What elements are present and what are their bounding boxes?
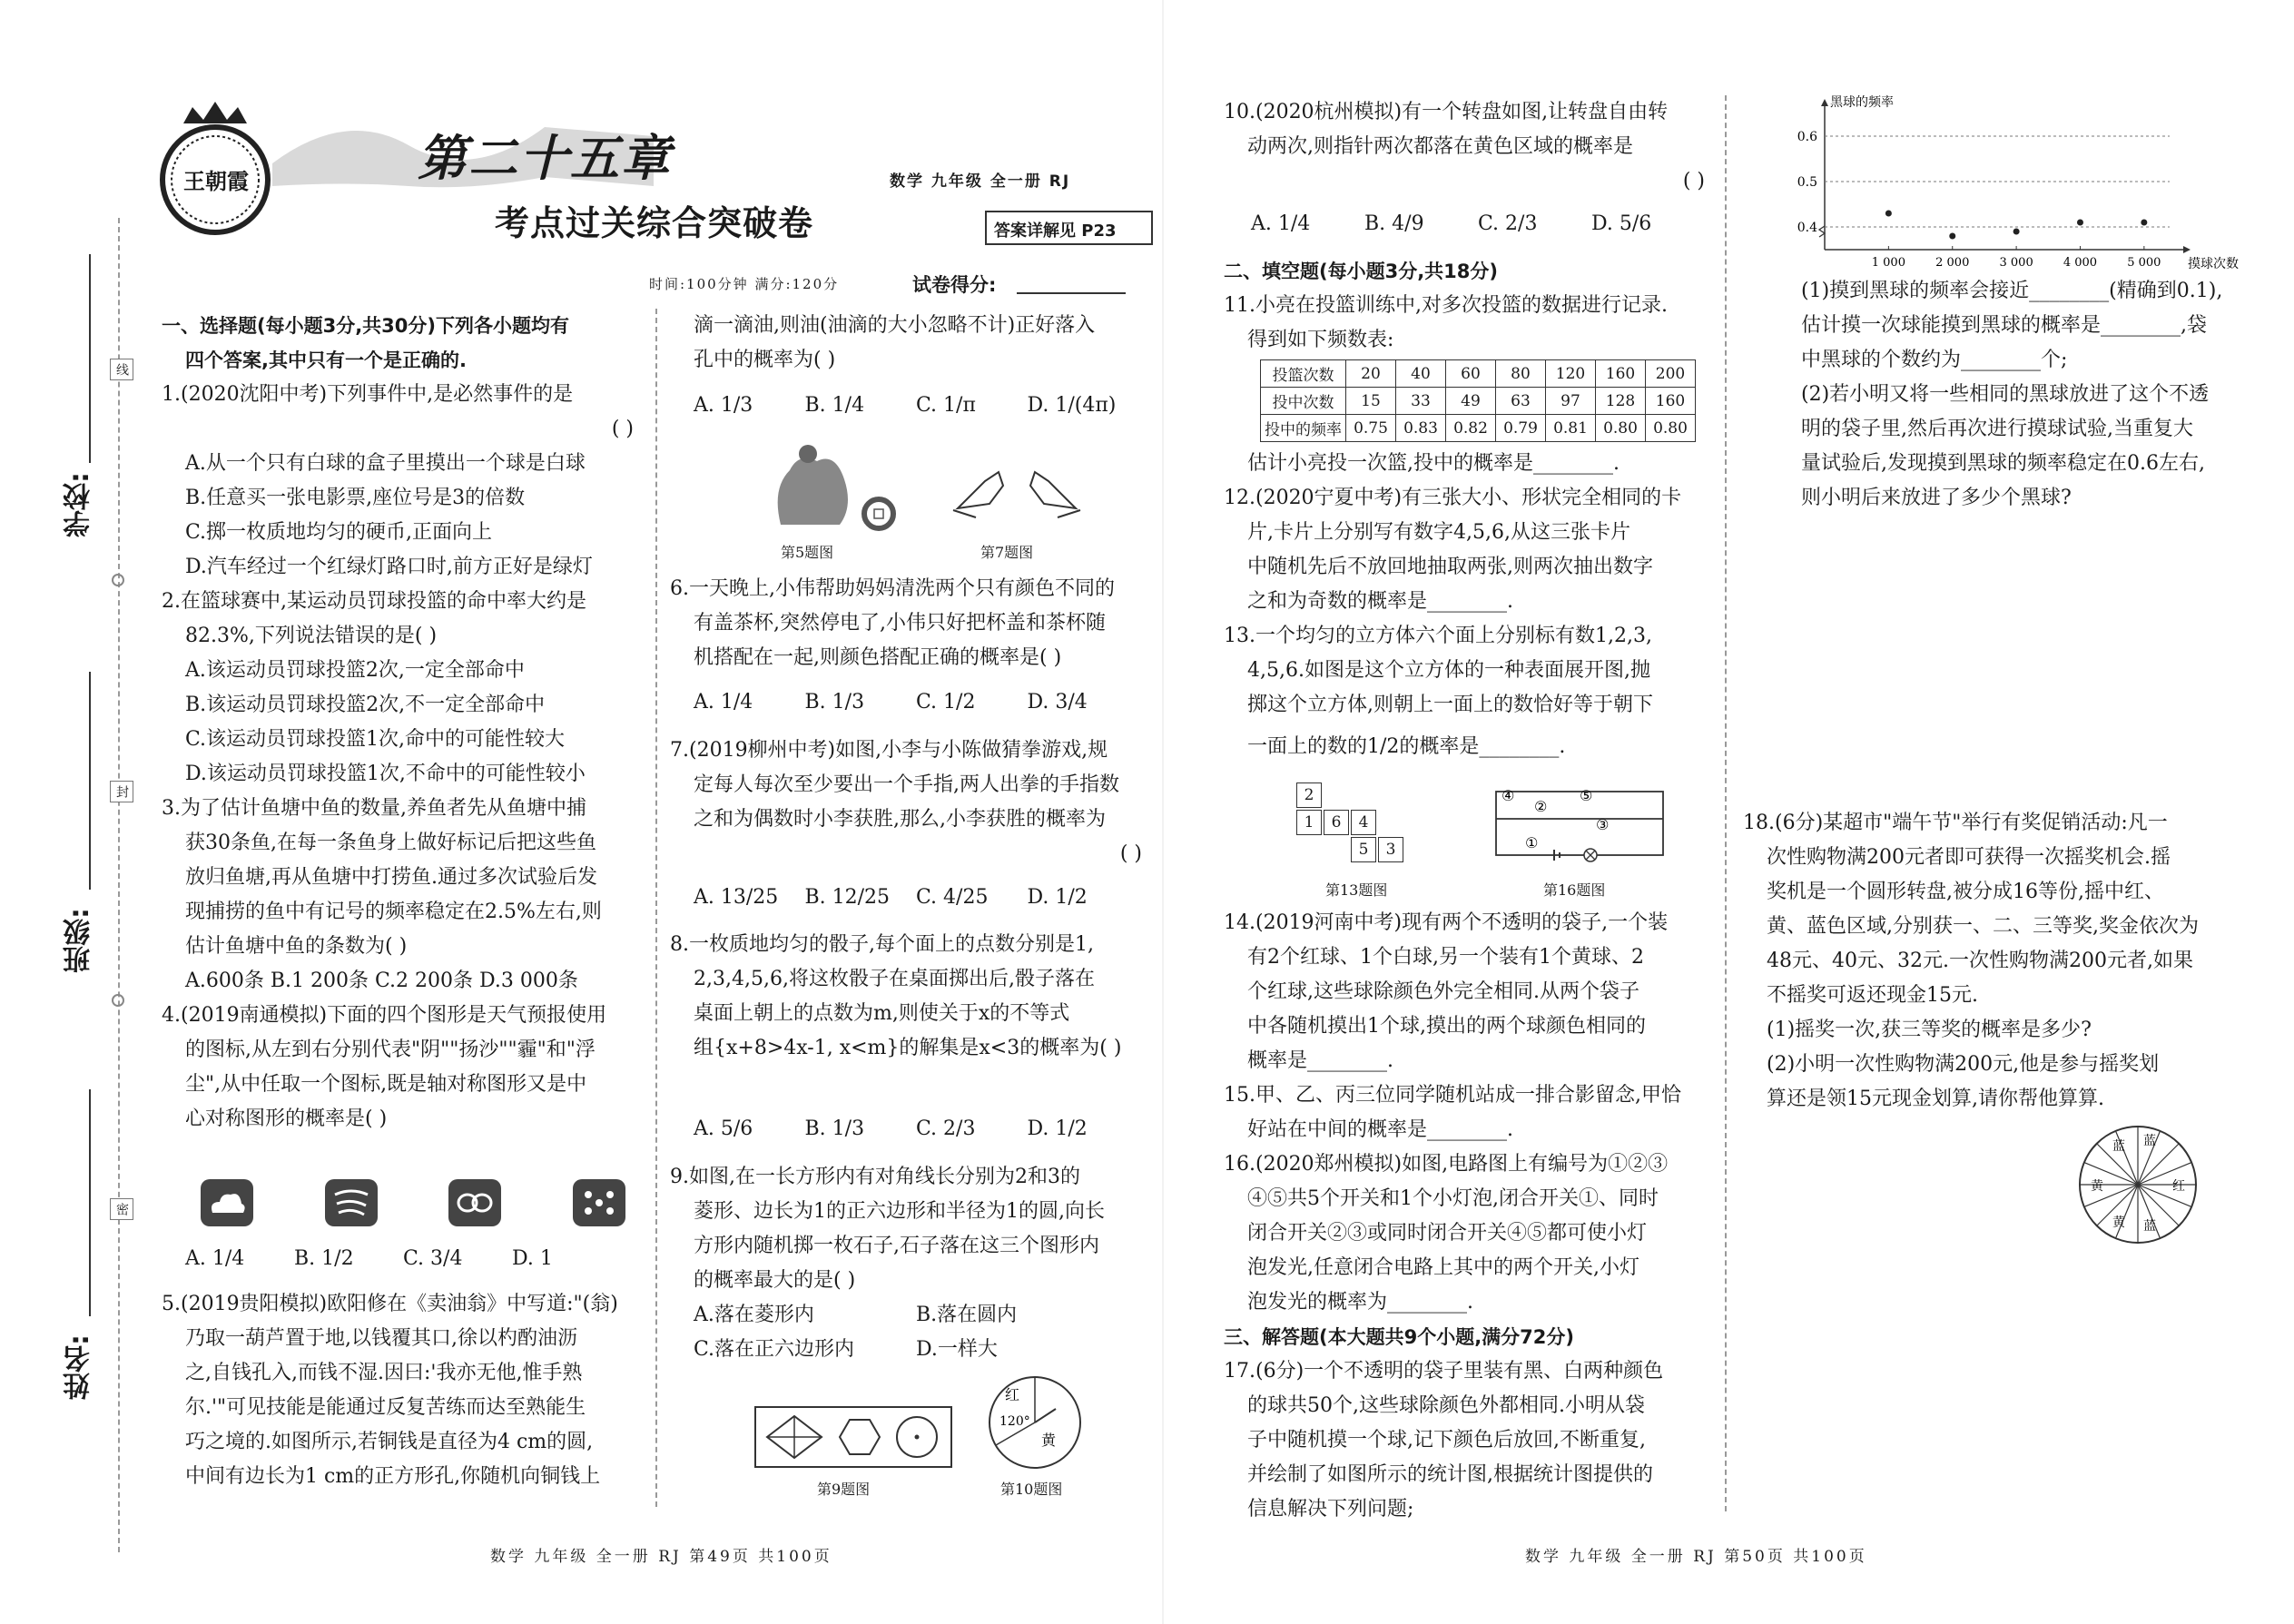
- option: A.从一个只有白球的盒子里摸出一个球是白球: [185, 452, 586, 475]
- page-center-gutter: [1162, 0, 1164, 1624]
- option: C. 3/4: [403, 1247, 463, 1270]
- option-row: A.600条 B.1 200条 C.2 200条 D.3 000条: [185, 969, 578, 992]
- option: B. 12/25: [804, 886, 891, 909]
- question-text: (2)若小明又将一些相同的黑球放进了这个不透: [1801, 383, 2210, 406]
- question-text: 巧之境的.如图所示,若铜钱是直径为4 cm的圆,: [185, 1431, 594, 1453]
- spinner-angle-label: 120°: [999, 1414, 1030, 1429]
- question-text: 泡发光的概率为________.: [1247, 1291, 1473, 1314]
- table-cell: 49: [1446, 388, 1496, 415]
- option: D. 1/2: [1027, 886, 1088, 909]
- name-blank[interactable]: [89, 1089, 91, 1316]
- cloudy-icon: [200, 1178, 254, 1227]
- frequency-table: [1260, 359, 1696, 442]
- question-text: 算还是领15元现金划算,请你帮他算算.: [1767, 1088, 2104, 1110]
- sand-icon: [324, 1178, 379, 1227]
- column-3-d: [1224, 906, 1714, 1527]
- question-text: 奖机是一个圆形转盘,被分成16等份,摇中红、: [1767, 881, 2164, 903]
- seal-tag-secret: 密: [110, 1198, 133, 1220]
- question-text: 定每人每次至少要出一个手指,两人出拳的手指数: [694, 773, 1119, 796]
- option: B. 1/4: [804, 394, 865, 417]
- footer-left: 数学 九年级 全一册 RJ 第49页 共100页: [490, 1548, 832, 1566]
- question-text: 48元、40元、32元.一次性购物满200元者,如果: [1767, 950, 2193, 972]
- option: D. 1/(4π): [1027, 394, 1117, 417]
- y-axis-arrow-icon: [1821, 99, 1828, 106]
- option: B. 1/3: [804, 691, 865, 714]
- data-point: [2141, 220, 2147, 226]
- option: A. 1/4: [694, 691, 753, 714]
- seal-tag-fold: 封: [110, 781, 133, 802]
- x-tick-label: 1 000: [1871, 256, 1905, 270]
- option: D.汽车经过一个红绿灯路口时,前方正好是绿灯: [185, 556, 593, 578]
- question-text: 的球共50个,这些球除颜色外都相同.小明从袋: [1247, 1394, 1645, 1417]
- switch-label: ③: [1596, 816, 1610, 833]
- exam-title: 考点过关综合突破卷: [495, 203, 814, 243]
- question-text: 得到如下频数表:: [1247, 329, 1394, 351]
- section-title-choice: 一、选择题(每小题3分,共30分)下列各小题均有: [162, 315, 570, 337]
- table-cell: 63: [1496, 388, 1546, 415]
- switch-label: ②: [1534, 798, 1548, 815]
- question-text: 孔中的概率为( ): [694, 349, 836, 371]
- question-5: 5.(2019贵阳模拟)欧阳修在《卖油翁》中写道:"(翁): [162, 1293, 618, 1315]
- hands-figure-icon: [949, 454, 1085, 527]
- q6-options: [694, 685, 1138, 720]
- question-14: 14.(2019河南中考)现有两个不透明的袋子,一个装: [1224, 911, 1669, 934]
- table-cell: 20: [1346, 360, 1396, 388]
- question-text: 菱形、边长为1的正六边形和半径为1的圆,向长: [694, 1200, 1105, 1223]
- table-cell: 120: [1546, 360, 1596, 388]
- table-row-header: 投中次数: [1261, 388, 1346, 415]
- question-text: 次性购物满200元者即可获得一次摇奖机会.摇: [1767, 846, 2171, 869]
- x-tick-label: 4 000: [2063, 256, 2098, 270]
- question-text: 滴一滴油,则油(油滴的大小忽略不计)正好落入: [694, 314, 1096, 337]
- column-4-b: [1743, 806, 2251, 1117]
- answer-bracket: ( ): [1119, 842, 1142, 865]
- question-text: 片,卡片上分别写有数字4,5,6,从这三张卡片: [1247, 521, 1630, 544]
- brand-name: 王朝霞: [183, 168, 249, 194]
- question-1: 1.(2020沈阳中考)下列事件中,是必然事件的是: [162, 383, 574, 406]
- column-2-a: [670, 309, 1151, 378]
- option: C. 1/2: [916, 691, 976, 714]
- data-point: [1949, 233, 1955, 240]
- q7-options: [694, 881, 1138, 915]
- wheel-label: 蓝: [2143, 1134, 2156, 1148]
- column-2-b: [670, 572, 1151, 675]
- net-cell: 5: [1351, 837, 1376, 862]
- section-title-fill: 二、填空题(每小题3分,共18分): [1224, 261, 1499, 282]
- wheel-label: 黄: [2091, 1179, 2103, 1194]
- data-point: [2013, 229, 2020, 235]
- table-cell: 33: [1396, 388, 1446, 415]
- subject-badge: 数学 九年级 全一册 RJ: [890, 172, 1071, 191]
- option: B.该运动员罚球投篮2次,不一定全部命中: [185, 694, 546, 716]
- table-cell: 0.79: [1496, 415, 1546, 442]
- question-text: 中随机先后不放回地抽取两张,则两次抽出数字: [1247, 556, 1653, 578]
- question-9: 9.如图,在一长方形内有对角线长分别为2和3的: [670, 1166, 1080, 1188]
- y-axis-label: 黑球的频率: [1830, 95, 1894, 110]
- question-11: 11.小亮在投篮训练中,对多次投篮的数据进行记录.: [1224, 294, 1668, 317]
- question-text: 之和为偶数时小李获胜,那么,小李获胜的概率为: [694, 808, 1106, 831]
- q4-options: [185, 1242, 621, 1276]
- x-tick-label: 2 000: [1935, 256, 1970, 270]
- question-text: (1)摸到黑球的频率会接近________(精确到0.1),: [1801, 280, 2223, 302]
- question-text: 乃取一葫芦置于地,以钱覆其口,徐以杓酌油沥: [185, 1327, 577, 1350]
- binding-dashed-line: [118, 218, 120, 1552]
- switch-label: ①: [1525, 834, 1539, 851]
- switch-label: ⑤: [1580, 787, 1593, 804]
- table-cell: 0.82: [1446, 415, 1496, 442]
- school-label: 学校:: [64, 472, 95, 537]
- table-cell: 15: [1346, 388, 1396, 415]
- section-note: 四个答案,其中只有一个是正确的.: [185, 349, 467, 371]
- question-text: ④⑤共5个开关和1个小灯泡,闭合开关①、同时: [1247, 1187, 1659, 1210]
- question-4: 4.(2019南通模拟)下面的四个图形是天气预报使用: [162, 1004, 607, 1027]
- figure-caption: 第5题图: [781, 544, 834, 561]
- option: C.该运动员罚球投篮1次,命中的可能性较大: [185, 728, 566, 751]
- binding-hole-icon: [112, 574, 124, 586]
- x-tick-label: 3 000: [1999, 256, 2033, 270]
- net-cell: 6: [1324, 810, 1349, 835]
- y-tick-label: 0.6: [1797, 130, 1817, 144]
- option: A. 1/4: [1251, 212, 1311, 235]
- spinner-figure-icon: [985, 1373, 1085, 1472]
- x-tick-label: 5 000: [2127, 256, 2161, 270]
- q10-options: [1251, 207, 1705, 241]
- question-text: (2)小明一次性购物满200元,他是参与摇奖划: [1767, 1053, 2160, 1076]
- option: D. 5/6: [1591, 212, 1652, 235]
- option: A.该运动员罚球投篮2次,一定全部命中: [185, 659, 525, 682]
- data-point: [1885, 211, 1892, 217]
- question-text: 尔.'"可见技能是能通过反复苦练而达至熟能生: [185, 1396, 586, 1419]
- question-text: 放归鱼塘,再从鱼塘中打捞鱼.通过多次试验后发: [185, 866, 597, 889]
- table-row: [1261, 360, 1696, 388]
- figure-caption: 第10题图: [1000, 1481, 1063, 1498]
- table-cell: 97: [1546, 388, 1596, 415]
- question-text: 组{x+8>4x-1, x<m}的解集是x<3的概率为( ): [694, 1037, 1122, 1059]
- option: D.该运动员罚球投篮1次,不命中的可能性较小: [185, 763, 586, 785]
- question-text: 中黑球的个数约为________个;: [1801, 349, 2068, 371]
- table-row: [1261, 415, 1696, 442]
- table-cell: 160: [1646, 388, 1696, 415]
- spinner-red-label: 红: [1005, 1386, 1020, 1403]
- question-17: 17.(6分)一个不透明的袋子里装有黑、白两种颜色: [1224, 1360, 1664, 1383]
- class-blank[interactable]: [89, 672, 91, 890]
- column-2-d: [670, 928, 1151, 1066]
- option: D. 3/4: [1027, 691, 1088, 714]
- question-text: 个红球,这些球除颜色外完全相同.从两个袋子: [1247, 980, 1639, 1003]
- question-text: 信息解决下列问题;: [1247, 1498, 1414, 1521]
- footer-right: 数学 九年级 全一册 RJ 第50页 共100页: [1525, 1548, 1867, 1566]
- column-1: [162, 309, 643, 1137]
- question-text: 之和为奇数的概率是________.: [1247, 590, 1513, 613]
- cube-net-figure: [1296, 782, 1414, 866]
- score-blank[interactable]: [1017, 292, 1126, 294]
- school-blank[interactable]: [89, 254, 91, 463]
- question-text: 4,5,6.如图是这个立方体的一种表面展开图,抛: [1247, 659, 1650, 682]
- question-text: 黄、蓝色区域,分别获一、二、三等奖,奖金依次为: [1767, 915, 2199, 938]
- name-label: 姓名:: [64, 1334, 95, 1400]
- table-cell: 0.83: [1396, 415, 1446, 442]
- column-1-bottom: [162, 1287, 643, 1494]
- option: A. 1/4: [185, 1247, 245, 1270]
- option: B. 1/3: [804, 1117, 865, 1140]
- option: D.一样大: [916, 1338, 998, 1361]
- column-4-a: [1777, 274, 2250, 516]
- question-text: 有盖茶杯,突然停电了,小伟只好把杯盖和茶杯随: [694, 612, 1106, 635]
- question-text: 并绘制了如图所示的统计图,根据统计图提供的: [1247, 1463, 1653, 1486]
- question-8: 8.一枚质地均匀的骰子,每个面上的点数分别是1,: [670, 933, 1094, 956]
- figure-caption: 第16题图: [1543, 881, 1606, 899]
- question-text: 估计鱼塘中鱼的条数为( ): [185, 935, 408, 958]
- question-18: 18.(6分)某超市"端午节"举行有奖促销活动:凡一: [1743, 812, 2168, 834]
- x-axis-label: 摸球次数: [2188, 257, 2239, 271]
- table-cell: 0.80: [1596, 415, 1646, 442]
- shapes-figure-icon: [753, 1405, 953, 1469]
- question-text: 机搭配在一起,则颜色搭配正确的概率是( ): [694, 646, 1062, 669]
- table-cell: 200: [1646, 360, 1696, 388]
- data-point: [2077, 220, 2083, 226]
- answer-reference-box: [985, 211, 1153, 245]
- question-text: 获30条鱼,在每一条鱼身上做好标记后把这些鱼: [185, 832, 596, 854]
- net-cell: 4: [1351, 810, 1376, 835]
- q8-options: [694, 1112, 1138, 1147]
- question-12: 12.(2020宁夏中考)有三张大小、形状完全相同的卡: [1224, 487, 1682, 509]
- wheel-label: 黄: [2112, 1216, 2125, 1230]
- table-cell: 40: [1396, 360, 1446, 388]
- question-10: 10.(2020杭州模拟)有一个转盘如图,让转盘自由转: [1224, 101, 1669, 123]
- dust-icon: [572, 1178, 626, 1227]
- net-cell: 1: [1296, 810, 1322, 835]
- net-cell: 3: [1378, 837, 1403, 862]
- question-text: 不摇奖可返还现金15元.: [1767, 984, 1978, 1007]
- column-3-b: [1224, 254, 1714, 358]
- question-13: 13.一个均匀的立方体六个面上分别标有数1,2,3,: [1224, 625, 1652, 647]
- question-text: 的图标,从左到右分别代表"阴""扬沙""霾"和"浮: [185, 1038, 596, 1061]
- oil-seller-figure-icon: [753, 434, 899, 534]
- question-text: 泡发光,任意闭合电路上其中的两个开关,小灯: [1247, 1256, 1639, 1279]
- option: B. 4/9: [1364, 212, 1424, 235]
- option: C. 1/π: [916, 394, 976, 417]
- option: A. 1/3: [694, 394, 753, 417]
- question-6: 6.一天晚上,小伟帮助妈妈清洗两个只有颜色不同的: [670, 577, 1115, 600]
- haze-icon: [448, 1178, 502, 1227]
- question-text: 有2个红球、1个白球,另一个装有1个黄球、2: [1247, 946, 1644, 969]
- option: C. 4/25: [916, 886, 989, 909]
- question-3: 3.为了估计鱼塘中鱼的数量,养鱼者先从鱼塘中捕: [162, 797, 586, 820]
- question-text: 子中随机摸一个球,记下颜色后放回,不断重复,: [1247, 1429, 1646, 1452]
- table-row: [1261, 388, 1696, 415]
- switch-label: ④: [1501, 787, 1515, 804]
- y-tick-label: 0.5: [1797, 175, 1817, 190]
- question-16: 16.(2020郑州模拟)如图,电路图上有编号为①②③: [1224, 1153, 1669, 1176]
- circuit-figure-icon: [1489, 782, 1670, 869]
- column-divider: [655, 309, 657, 1507]
- option: A. 5/6: [694, 1117, 753, 1140]
- question-2: 2.在篮球赛中,某运动员罚球投篮的命中率大约是: [162, 590, 586, 613]
- answer-reference: 答案详解见 P23: [994, 221, 1117, 241]
- option: D. 1: [512, 1247, 553, 1270]
- table-cell: 128: [1596, 388, 1646, 415]
- table-cell: 60: [1446, 360, 1496, 388]
- question-text: 心对称图形的概率是( ): [185, 1107, 388, 1130]
- figure-caption: 第9题图: [817, 1481, 871, 1498]
- axis-break-icon: [1819, 226, 1825, 237]
- prize-wheel-icon: [2074, 1121, 2201, 1248]
- option: C. 2/3: [916, 1117, 976, 1140]
- question-text: 的概率最大的是( ): [694, 1269, 856, 1292]
- chapter-title: 第二十五章: [418, 130, 672, 187]
- table-cell: 0.81: [1546, 415, 1596, 442]
- option: A.落在菱形内: [694, 1304, 814, 1326]
- question-text: 2,3,4,5,6,将这枚骰子在桌面掷出后,骰子落在: [694, 968, 1095, 990]
- wheel-label: 红: [2172, 1179, 2185, 1194]
- option: C.掷一枚质地均匀的硬币,正面向上: [185, 521, 493, 544]
- net-cell: 2: [1296, 782, 1322, 808]
- question-text: 方形内随机掷一枚石子,石子落在这三个图形内: [694, 1235, 1099, 1257]
- score-label: 试卷得分:: [912, 274, 997, 296]
- question-text: 则小明后来放进了多少个黑球?: [1801, 487, 2072, 509]
- seal-tag-line: 线: [110, 359, 133, 380]
- option: C. 2/3: [1478, 212, 1538, 235]
- question-text: 82.3%,下列说法错误的是( ): [185, 625, 438, 647]
- question-text: 概率是________.: [1247, 1049, 1393, 1072]
- question-text: 中各随机摸出1个球,摸出的两个球颜色相同的: [1247, 1015, 1646, 1038]
- table-cell: 0.80: [1646, 415, 1696, 442]
- table-cell: 0.75: [1346, 415, 1396, 442]
- column-divider: [1725, 95, 1727, 1511]
- wheel-label: 蓝: [2112, 1139, 2125, 1154]
- binding-hole-icon: [112, 994, 124, 1007]
- table-cell: 80: [1496, 360, 1546, 388]
- table-row-header: 投中的频率: [1261, 415, 1346, 442]
- question-text: 估计摸一次球能摸到黑球的概率是________,袋: [1801, 314, 2207, 337]
- question-text: 中间有边长为1 cm的正方形孔,你随机向铜钱上: [185, 1465, 601, 1488]
- column-2-c: [670, 733, 1151, 871]
- question-text: 好站在中间的概率是________.: [1247, 1118, 1513, 1141]
- question-text: 现捕捞的鱼中有记号的频率稳定在2.5%左右,则: [185, 901, 602, 923]
- column-2-e: [670, 1160, 1151, 1298]
- q9-options: [694, 1298, 1138, 1367]
- question-text: 动两次,则指针两次都落在黄色区域的概率是: [1247, 135, 1633, 158]
- question-15: 15.甲、乙、丙三位同学随机站成一排合影留念,甲恰: [1224, 1084, 1681, 1107]
- question-text: 闭合开关②③或同时闭合开关④⑤都可使小灯: [1247, 1222, 1648, 1245]
- weather-icons: [200, 1178, 626, 1229]
- answer-bracket: ( ): [611, 418, 634, 440]
- option: C.落在正六边形内: [694, 1338, 855, 1361]
- question-text: (1)摇奖一次,获三等奖的概率是多少?: [1767, 1019, 2092, 1041]
- question-text: 尘",从中任取一个图标,既是轴对称图形又是中: [185, 1073, 587, 1096]
- option: A. 13/25: [694, 886, 779, 909]
- question-text: 掷这个立方体,则朝上一面上的数恰好等于朝下: [1247, 694, 1653, 716]
- question-text: 之,自钱孔入,而钱不湿.因曰:'我亦无他,惟手熟: [185, 1362, 583, 1384]
- class-label: 班级:: [64, 908, 95, 973]
- q5-options: [694, 389, 1138, 423]
- option: B.任意买一张电影票,座位号是3的倍数: [185, 487, 526, 509]
- question-text: 桌面上朝上的点数为m,则使关于x的不等式: [694, 1002, 1070, 1025]
- option: B.落在圆内: [916, 1304, 1018, 1326]
- figure-caption: 第7题图: [980, 544, 1034, 561]
- figure-caption: 第13题图: [1325, 881, 1388, 899]
- time-info: 时间:100分钟 满分:120分: [649, 276, 840, 292]
- y-tick-label: 0.4: [1797, 221, 1817, 235]
- table-cell: 160: [1596, 360, 1646, 388]
- spinner-yellow-label: 黄: [1041, 1432, 1057, 1449]
- question-text: 一面上的数的1/2的概率是________.: [1247, 735, 1566, 758]
- x-axis-arrow-icon: [2183, 246, 2191, 253]
- question-text: 量试验后,发现摸到黑球的频率稳定在0.6左右,: [1801, 452, 2205, 475]
- question-text: 估计小亮投一次篮,投中的概率是________.: [1247, 452, 1620, 475]
- question-7: 7.(2019柳州中考)如图,小李与小陈做猜拳游戏,规: [670, 739, 1108, 762]
- column-3-c: [1224, 447, 1714, 764]
- answer-bracket: ( ): [1682, 170, 1705, 192]
- frequency-chart: [1779, 95, 2239, 277]
- question-text: 明的袋子里,然后再次进行摸球试验,当重复大: [1801, 418, 2193, 440]
- option: B. 1/2: [294, 1247, 354, 1270]
- option: D. 1/2: [1027, 1117, 1088, 1140]
- section-title-solve: 三、解答题(本大题共9个小题,满分72分): [1224, 1326, 1575, 1348]
- table-row-header: 投篮次数: [1261, 360, 1346, 388]
- column-3-a: [1224, 95, 1714, 199]
- wheel-label: 蓝: [2143, 1219, 2156, 1234]
